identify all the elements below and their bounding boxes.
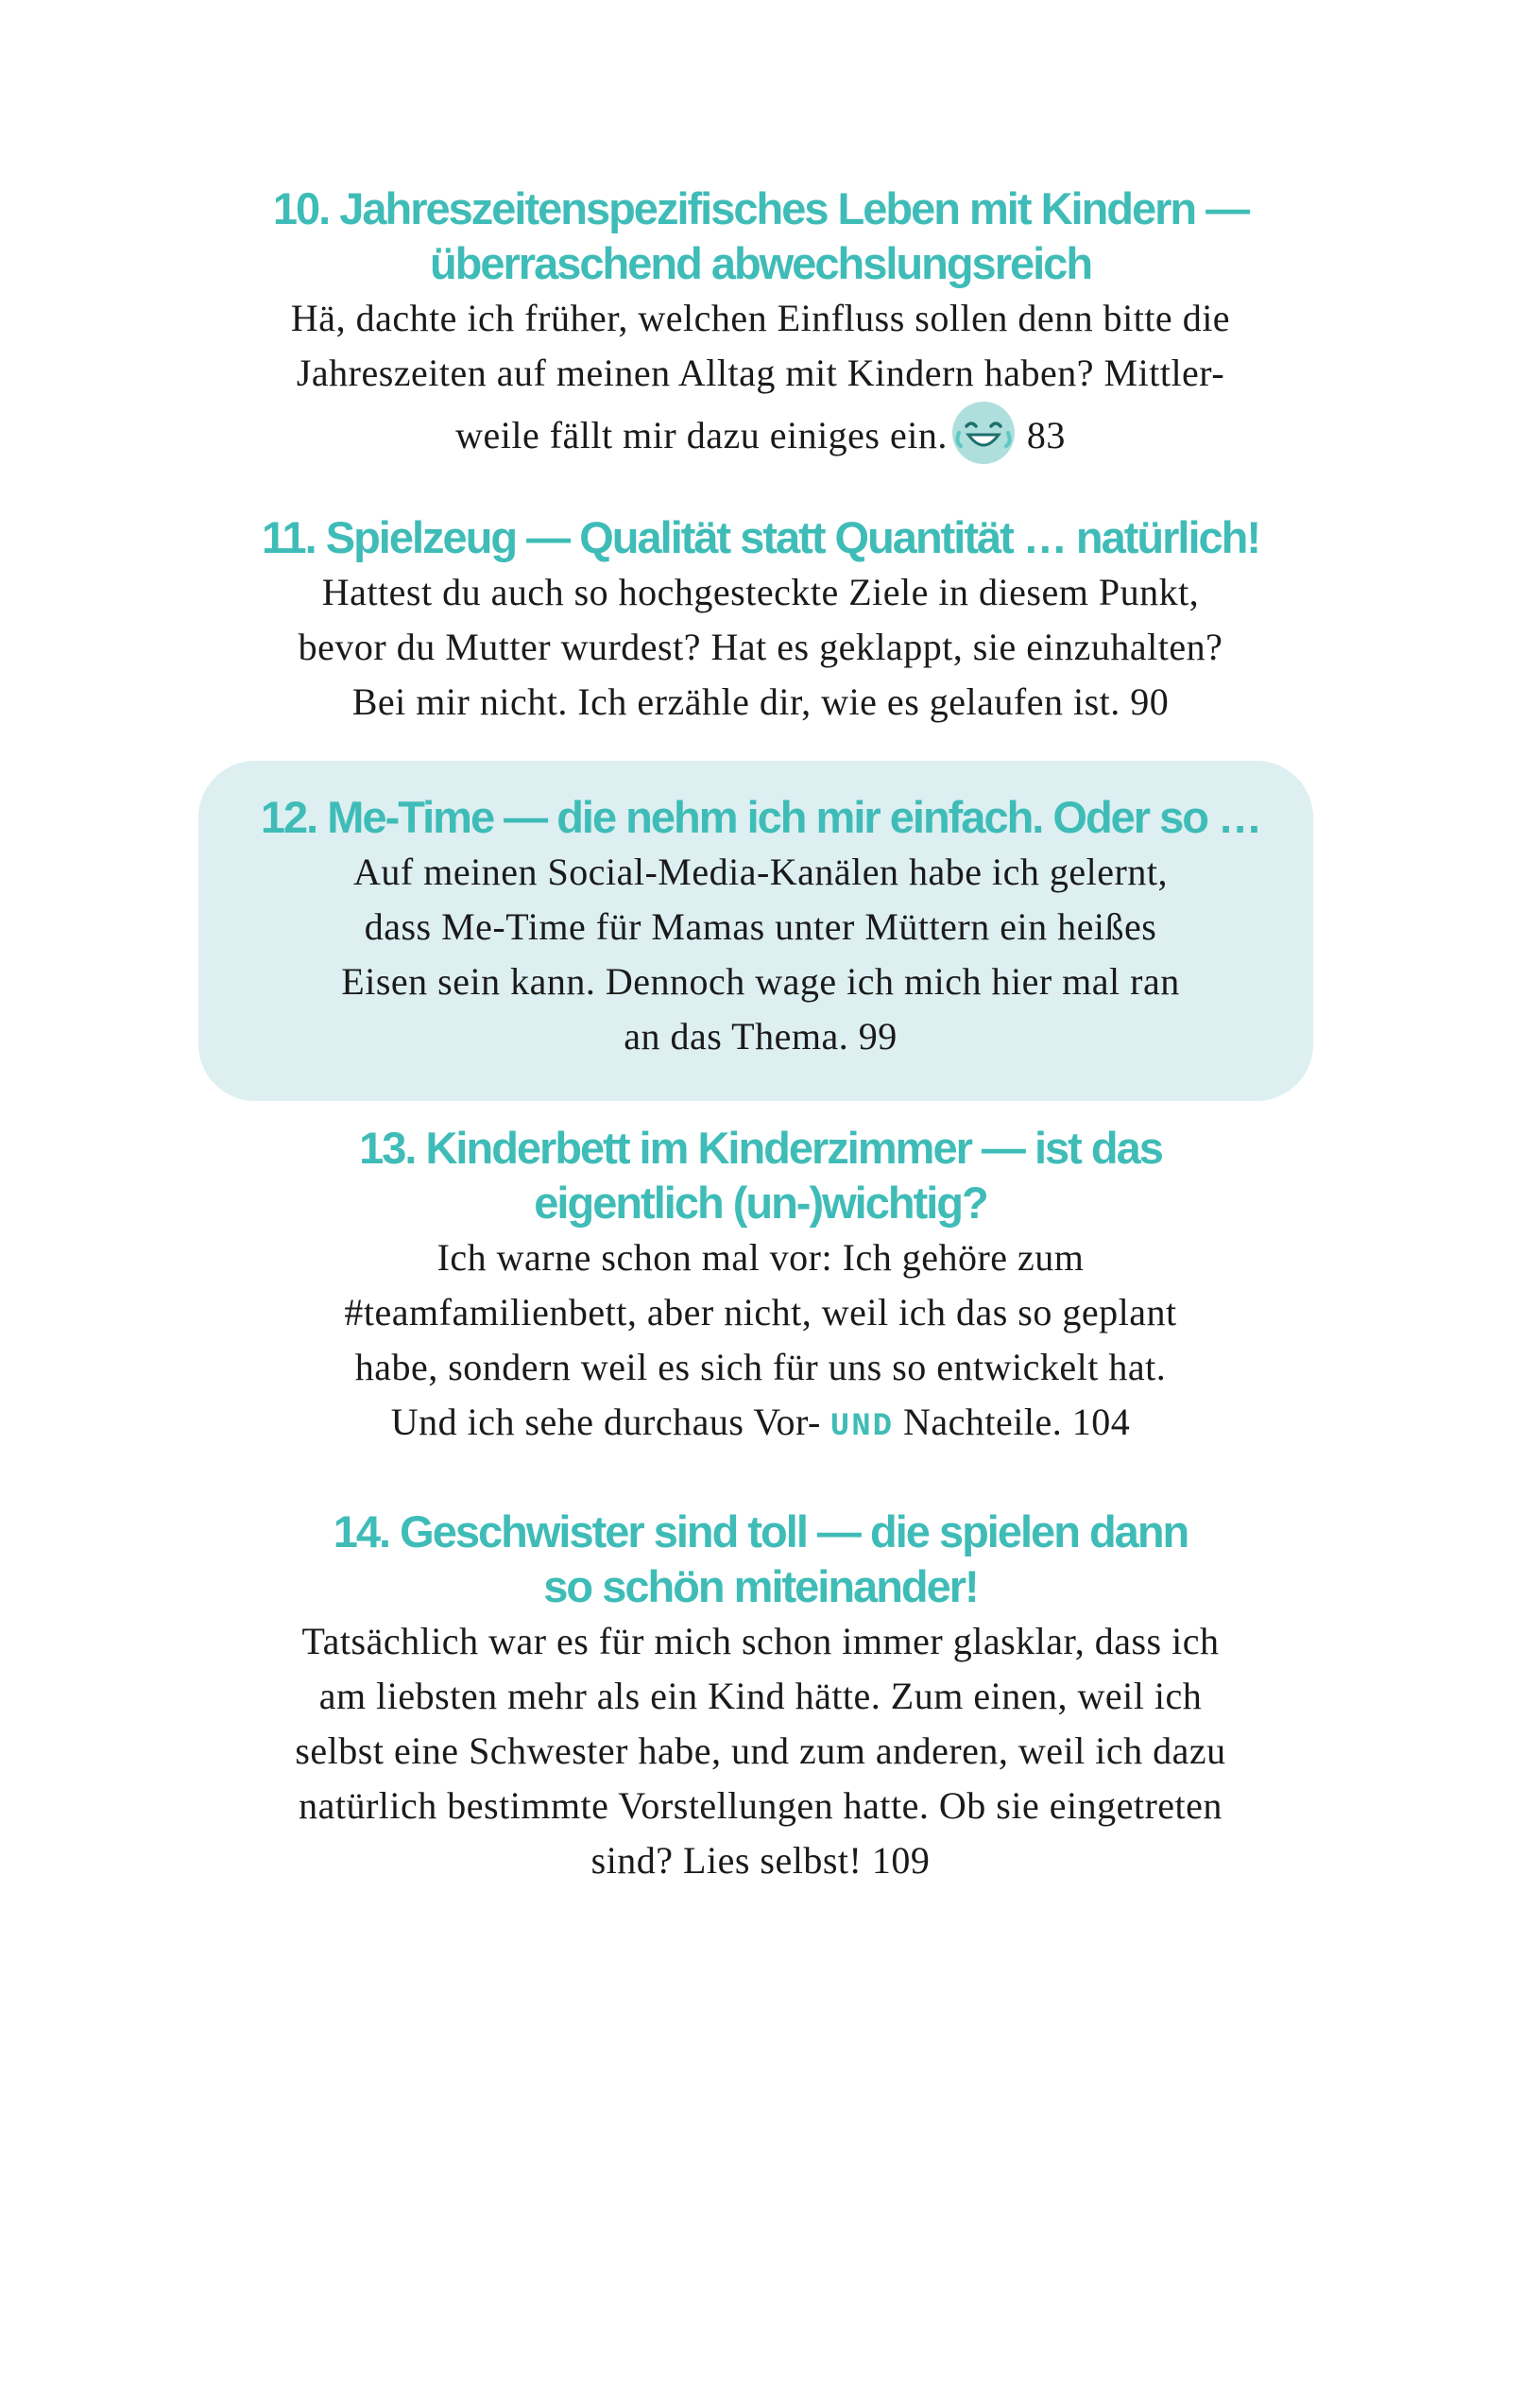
heading-line: 10. Jahreszeitenspezifisches Leben mit Kindern — [272, 183, 1249, 233]
entry-heading [170, 1121, 1351, 1230]
heading-line: überraschend abwechslungsreich [429, 238, 1092, 288]
heading-line: so schön miteinander! [543, 1561, 978, 1611]
heading-line: 11. Spielzeug — Qualität statt Quantität … natürlich! [261, 512, 1260, 562]
page-number: 83 [1026, 414, 1066, 456]
body-line: an das Thema. 99 [624, 1015, 898, 1058]
body-line: Hä, dachte ich früher, welchen Einfluss sollen denn bitte die [290, 297, 1231, 339]
entry-description [170, 1614, 1351, 1888]
body-line-text: weile fällt mir dazu einiges ein. [455, 414, 948, 456]
toc-entry-13 [170, 1121, 1351, 1454]
body-line: habe, sondern weil es sich für uns so entwickelt hat. [354, 1346, 1167, 1388]
entry-description [170, 565, 1351, 730]
body-line: Eisen sein kann. Dennoch wage ich mich hier mal ran [341, 960, 1180, 1003]
body-line: dass Me-Time für Mamas unter Müttern ein heißes [364, 905, 1157, 948]
body-line-suffix: Nachteile. 104 [903, 1401, 1131, 1443]
body-line: Bei mir nicht. Ich erzähle dir, wie es gelaufen ist. 90 [351, 680, 1170, 723]
entry-description [170, 1230, 1351, 1454]
toc-entry-11 [170, 510, 1351, 730]
body-line: Hattest du auch so hochgesteckte Ziele in diesem Punkt, [321, 571, 1200, 613]
toc-entry-10 [170, 181, 1351, 465]
heading-line: eigentlich (un-)wichtig? [534, 1178, 987, 1228]
toc-entry-14 [170, 1505, 1351, 1888]
toc-entry-12 [170, 790, 1351, 1064]
entry-description [170, 291, 1351, 465]
body-line: bevor du Mutter wurdest? Hat es geklappt, sie einzuhalten? [298, 626, 1223, 668]
body-line: Tatsächlich war es für mich schon immer glasklar, dass ich [301, 1620, 1220, 1662]
body-line: selbst eine Schwester habe, und zum anderen, weil ich dazu [295, 1729, 1226, 1772]
heading-line: 14. Geschwister sind toll — die spielen dann [333, 1506, 1189, 1557]
body-line: am liebsten mehr als ein Kind hätte. Zum einen, weil ich [318, 1675, 1203, 1717]
und-highlight: UND [829, 1409, 895, 1445]
heading-line: 13. Kinderbett im Kinderzimmer — ist das [359, 1123, 1162, 1173]
body-line: #teamfamilienbett, aber nicht, weil ich das so geplant [344, 1291, 1177, 1333]
entry-heading [170, 1505, 1351, 1614]
entry-heading [170, 181, 1351, 291]
body-line: Auf meinen Social-Media-Kanälen habe ich gelernt, [353, 851, 1168, 893]
entry-heading [170, 510, 1351, 565]
body-line [170, 401, 1351, 465]
body-line [170, 1395, 1351, 1454]
entry-heading [170, 790, 1351, 845]
body-line: natürlich bestimmte Vorstellungen hatte. Ob sie eingetreten [299, 1784, 1223, 1827]
body-line: Ich warne schon mal vor: Ich gehöre zum [436, 1236, 1085, 1279]
laughing-face-icon [951, 401, 1016, 465]
entry-description [170, 845, 1351, 1064]
heading-line: 12. Me-Time — die nehm ich mir einfach. Oder so … [260, 792, 1261, 842]
body-line: sind? Lies selbst! 109 [590, 1839, 931, 1882]
body-line: Jahreszeiten auf meinen Alltag mit Kindern haben? Mittler- [296, 352, 1225, 394]
body-line-prefix: Und ich sehe durchaus Vor- [390, 1401, 821, 1443]
